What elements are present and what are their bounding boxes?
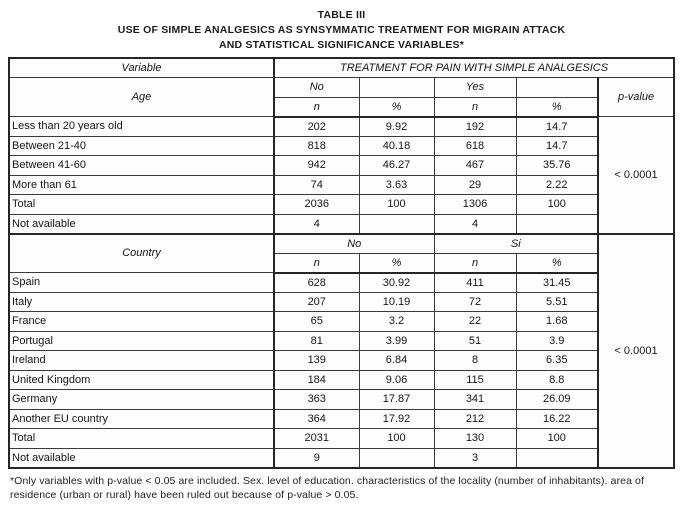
- variable-header: Variable: [9, 58, 274, 78]
- yes-n-cell: 467: [434, 156, 516, 176]
- yes-n-cell: 29: [434, 175, 516, 195]
- no-pct-cell: 3.99: [359, 331, 434, 351]
- no-pct-cell: 17.92: [359, 409, 434, 429]
- no-pct-cell: 9.06: [359, 370, 434, 390]
- no-n-cell: 139: [274, 351, 359, 371]
- table-row: [9, 390, 674, 410]
- yes-n-cell: 51: [434, 331, 516, 351]
- yes-pct-cell: 6.35: [516, 351, 598, 371]
- no-n-cell: 74: [274, 175, 359, 195]
- no-n-cell: 2031: [274, 429, 359, 449]
- yes-pct-cell: 100: [516, 195, 598, 215]
- yes-pct-cell: 3.9: [516, 331, 598, 351]
- yes-n-cell: 212: [434, 409, 516, 429]
- no-pct-cell: 40.18: [359, 136, 434, 156]
- p-value-header: p-value: [598, 78, 674, 117]
- yes-n-cell: 115: [434, 370, 516, 390]
- yes-pct-cell: 1.68: [516, 312, 598, 332]
- no-n-cell: 363: [274, 390, 359, 410]
- no-pct-cell: [359, 448, 434, 468]
- no-n-cell: 184: [274, 370, 359, 390]
- row-label: Portugal: [9, 331, 274, 351]
- yes-pct-cell: 14.7: [516, 136, 598, 156]
- no-n-cell: 942: [274, 156, 359, 176]
- no-pct-cell: 9.92: [359, 117, 434, 137]
- pct-column-header: %: [516, 253, 598, 273]
- yes-n-cell: 8: [434, 351, 516, 371]
- age-header-row: [9, 78, 674, 98]
- no-n-cell: 2036: [274, 195, 359, 215]
- no-n-cell: 207: [274, 292, 359, 312]
- n-column-header: n: [434, 253, 516, 273]
- table-row: [9, 136, 674, 156]
- row-label: Total: [9, 429, 274, 449]
- table-title-line-2: AND STATISTICAL SIGNIFICANCE VARIABLES*: [218, 39, 465, 51]
- no-n-cell: 65: [274, 312, 359, 332]
- yes-n-cell: 3: [434, 448, 516, 468]
- n-column-header: n: [274, 97, 359, 117]
- yes-pct-cell: 16.22: [516, 409, 598, 429]
- table-row: [9, 273, 674, 293]
- empty-header-cell: [359, 78, 434, 98]
- empty-header-cell: [516, 78, 598, 98]
- age-p-value: < 0.0001: [598, 117, 674, 234]
- no-n-cell: 81: [274, 331, 359, 351]
- no-pct-cell: [359, 214, 434, 234]
- row-label: Italy: [9, 292, 274, 312]
- age-no-header: No: [274, 78, 359, 98]
- row-label: Germany: [9, 390, 274, 410]
- row-label: Not available: [9, 214, 274, 234]
- table-footnote: *Only variables with p-value < 0.05 are included. Sex. level of education. characteristics of the locality (number of inhabitants). area of residence (urban or rural) have been ruled out because of p-value > 0.05.: [10, 474, 645, 501]
- yes-pct-cell: 35.76: [516, 156, 598, 176]
- table-row: [9, 292, 674, 312]
- row-label: France: [9, 312, 274, 332]
- table-row: [9, 156, 674, 176]
- no-pct-cell: 100: [359, 429, 434, 449]
- no-pct-cell: 46.27: [359, 156, 434, 176]
- yes-n-cell: 618: [434, 136, 516, 156]
- yes-n-cell: 341: [434, 390, 516, 410]
- no-n-cell: 818: [274, 136, 359, 156]
- table-title-block: [0, 0, 683, 53]
- row-label: Ireland: [9, 351, 274, 371]
- table-row: [9, 195, 674, 215]
- row-label: Not available: [9, 448, 274, 468]
- table-row: [9, 370, 674, 390]
- yes-n-cell: 22: [434, 312, 516, 332]
- country-si-header: Si: [434, 234, 598, 254]
- country-p-value: < 0.0001: [598, 234, 674, 468]
- main-header-row: [9, 58, 674, 78]
- table-title-line-1: USE OF SIMPLE ANALGESICS AS SYNSYMMATIC TREATMENT FOR MIGRAIN ATTACK: [117, 24, 566, 36]
- yes-n-cell: 130: [434, 429, 516, 449]
- no-pct-cell: 100: [359, 195, 434, 215]
- row-label: Between 41-60: [9, 156, 274, 176]
- row-label: Total: [9, 195, 274, 215]
- yes-n-cell: 411: [434, 273, 516, 293]
- pct-column-header: %: [516, 97, 598, 117]
- country-no-header: No: [274, 234, 434, 254]
- table-row: [9, 448, 674, 468]
- yes-n-cell: 72: [434, 292, 516, 312]
- country-section-label: Country: [9, 234, 274, 273]
- no-n-cell: 628: [274, 273, 359, 293]
- row-label: More than 61: [9, 175, 274, 195]
- table-row: [9, 312, 674, 332]
- country-header-row: [9, 234, 674, 254]
- table-row: [9, 409, 674, 429]
- no-n-cell: 4: [274, 214, 359, 234]
- row-label: Between 21-40: [9, 136, 274, 156]
- no-pct-cell: 6.84: [359, 351, 434, 371]
- yes-pct-cell: 26.09: [516, 390, 598, 410]
- table-number: TABLE III: [317, 9, 366, 21]
- yes-pct-cell: 2.22: [516, 175, 598, 195]
- yes-pct-cell: 8.8: [516, 370, 598, 390]
- yes-pct-cell: 31.45: [516, 273, 598, 293]
- no-pct-cell: 10.19: [359, 292, 434, 312]
- yes-pct-cell: 100: [516, 429, 598, 449]
- table-row: [9, 351, 674, 371]
- table-row: [9, 175, 674, 195]
- n-column-header: n: [434, 97, 516, 117]
- yes-pct-cell: 5.51: [516, 292, 598, 312]
- yes-pct-cell: 14.7: [516, 117, 598, 137]
- no-n-cell: 9: [274, 448, 359, 468]
- yes-n-cell: 1306: [434, 195, 516, 215]
- yes-n-cell: 4: [434, 214, 516, 234]
- row-label: United Kingdom: [9, 370, 274, 390]
- no-pct-cell: 3.2: [359, 312, 434, 332]
- yes-n-cell: 192: [434, 117, 516, 137]
- no-n-cell: 364: [274, 409, 359, 429]
- table-row: [9, 214, 674, 234]
- row-label: Less than 20 years old: [9, 117, 274, 137]
- table-row: [9, 117, 674, 137]
- yes-pct-cell: [516, 448, 598, 468]
- age-yes-header: Yes: [434, 78, 516, 98]
- no-pct-cell: 3.63: [359, 175, 434, 195]
- pct-column-header: %: [359, 97, 434, 117]
- n-column-header: n: [274, 253, 359, 273]
- row-label: Another EU country: [9, 409, 274, 429]
- no-n-cell: 202: [274, 117, 359, 137]
- yes-pct-cell: [516, 214, 598, 234]
- pct-column-header: %: [359, 253, 434, 273]
- row-label: Spain: [9, 273, 274, 293]
- age-section-label: Age: [9, 78, 274, 117]
- table-row: [9, 429, 674, 449]
- no-pct-cell: 17.87: [359, 390, 434, 410]
- treatment-header: TREATMENT FOR PAIN WITH SIMPLE ANALGESICS: [274, 58, 674, 78]
- analgesics-table: [8, 57, 675, 469]
- no-pct-cell: 30.92: [359, 273, 434, 293]
- table-row: [9, 331, 674, 351]
